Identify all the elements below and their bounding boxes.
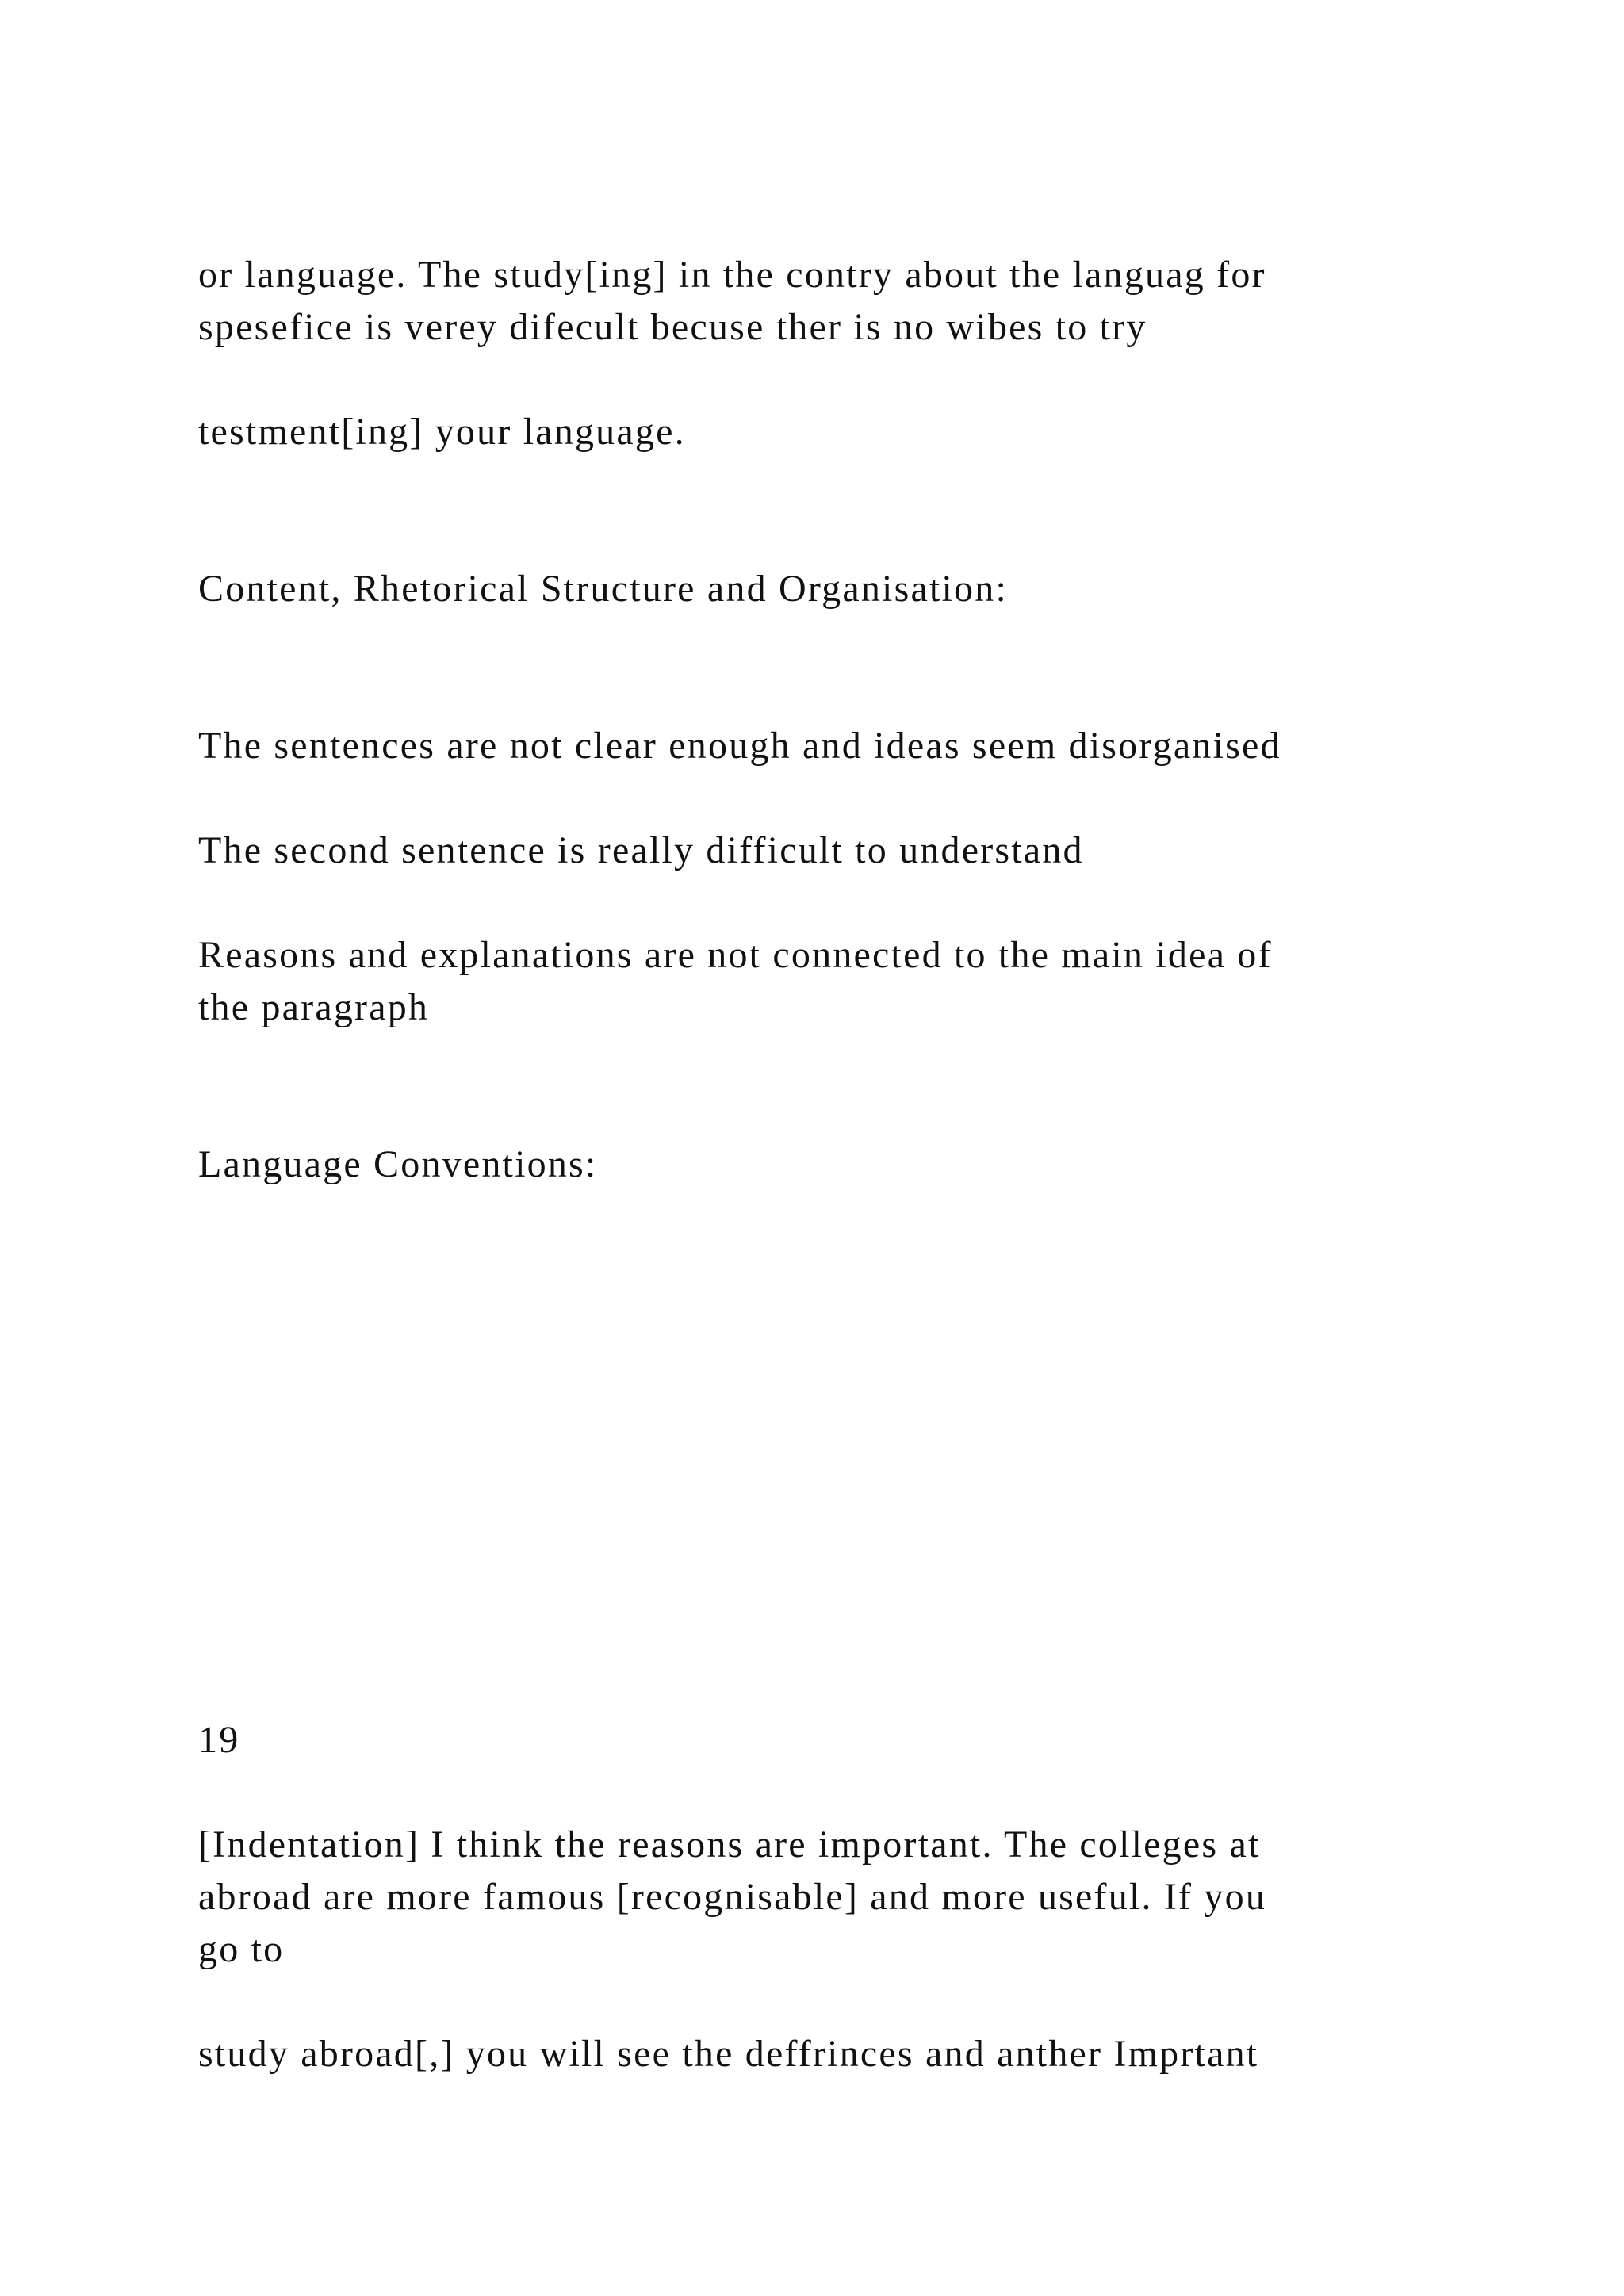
section-heading: Language Conventions: [198, 1143, 598, 1185]
text-line: [Indentation] I think the reasons are important. The colleges at [198, 1823, 1261, 1866]
text-line: abroad are more famous [recognisable] and more useful. If you [198, 1876, 1267, 1918]
text-line: or language. The study[ing] in the contry about the languag for [198, 254, 1266, 296]
text-line: study abroad[,] you will see the deffrinces and anther Imprtant [198, 2033, 1259, 2075]
text-line: testment[ing] your language. [198, 411, 686, 453]
text-line: go to [198, 1928, 285, 1970]
text-line: Reasons and explanations are not connected to the main idea of [198, 934, 1273, 976]
text-line: spesefice is verey difecult becuse ther is no wibes to try [198, 306, 1147, 348]
text-line: the paragraph [198, 986, 430, 1028]
text-line: The second sentence is really difficult to understand [198, 829, 1084, 871]
page-number: 19 [198, 1719, 240, 1761]
text-line: The sentences are not clear enough and ideas seem disorganised [198, 725, 1281, 767]
section-heading: Content, Rhetorical Structure and Organisation: [198, 568, 1008, 610]
